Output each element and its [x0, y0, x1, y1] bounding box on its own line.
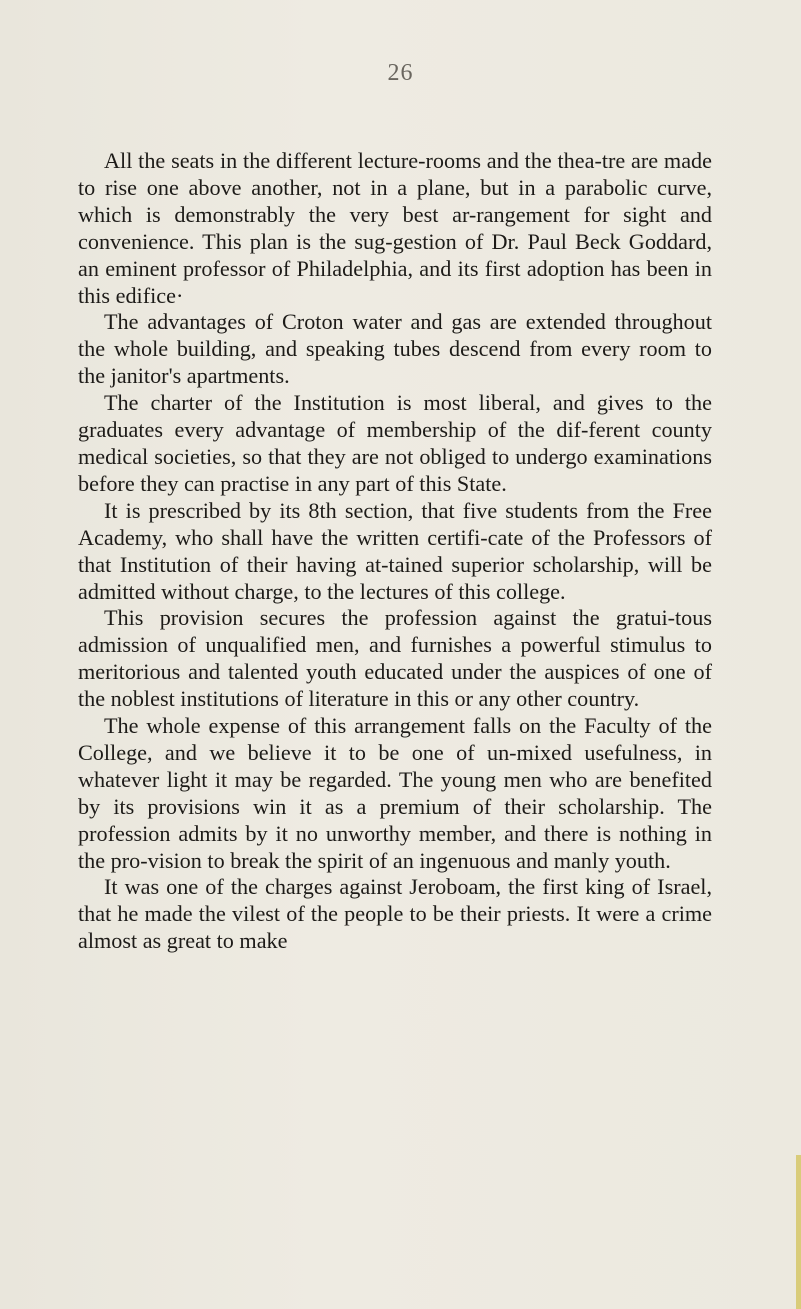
paragraph: It was one of the charges against Jeroboam, the first king of Israel, that he made the vilest of the people to be their priests. It were a crime almost as great to make	[78, 874, 712, 954]
page-edge-mark	[796, 1155, 801, 1309]
paragraph: The charter of the Institution is most liberal, and gives to the graduates every advantage of membership of the dif-ferent county medical societies, so that they are not obliged to undergo examinations before they can practise in any part of this State.	[78, 390, 712, 496]
page-number: 26	[387, 60, 414, 86]
paragraph: It is prescribed by its 8th section, that five students from the Free Academy, who shall have the written certifi-cate of the Professors of that Institution of their having at-tained superior scholarship, will be admitted without charge, to the lectures of this college.	[78, 497, 712, 604]
paragraph: The advantages of Croton water and gas are extended throughout the whole building, and speaking tubes descend from every room to the janitor's apartments.	[78, 309, 712, 389]
body-text	[78, 148, 712, 955]
paragraph: This provision secures the profession against the gratui-tous admission of unqualified men, and furnishes a powerful stimulus to meritorious and talented youth educated under the auspices of one of the noblest institutions of literature in this or any other country.	[78, 605, 712, 712]
paragraph: The whole expense of this arrangement falls on the Faculty of the College, and we believe it to be one of un-mixed usefulness, in whatever light it may be regarded. The young men who are benefited by its provisions win it as a premium of their scholarship. The profession admits by it no unworthy member, and there is nothing in the pro-vision to break the spirit of an ingenuous and manly youth.	[78, 713, 712, 873]
paragraph: All the seats in the different lecture-rooms and the thea-tre are made to rise one above another, not in a plane, but in a parabolic curve, which is demonstrably the very best ar-rangement for sight and convenience. This plan is the sug-gestion of Dr. Paul Beck Goddard, an eminent professor of Philadelphia, and its first adoption has been in this edifice·	[78, 148, 712, 308]
